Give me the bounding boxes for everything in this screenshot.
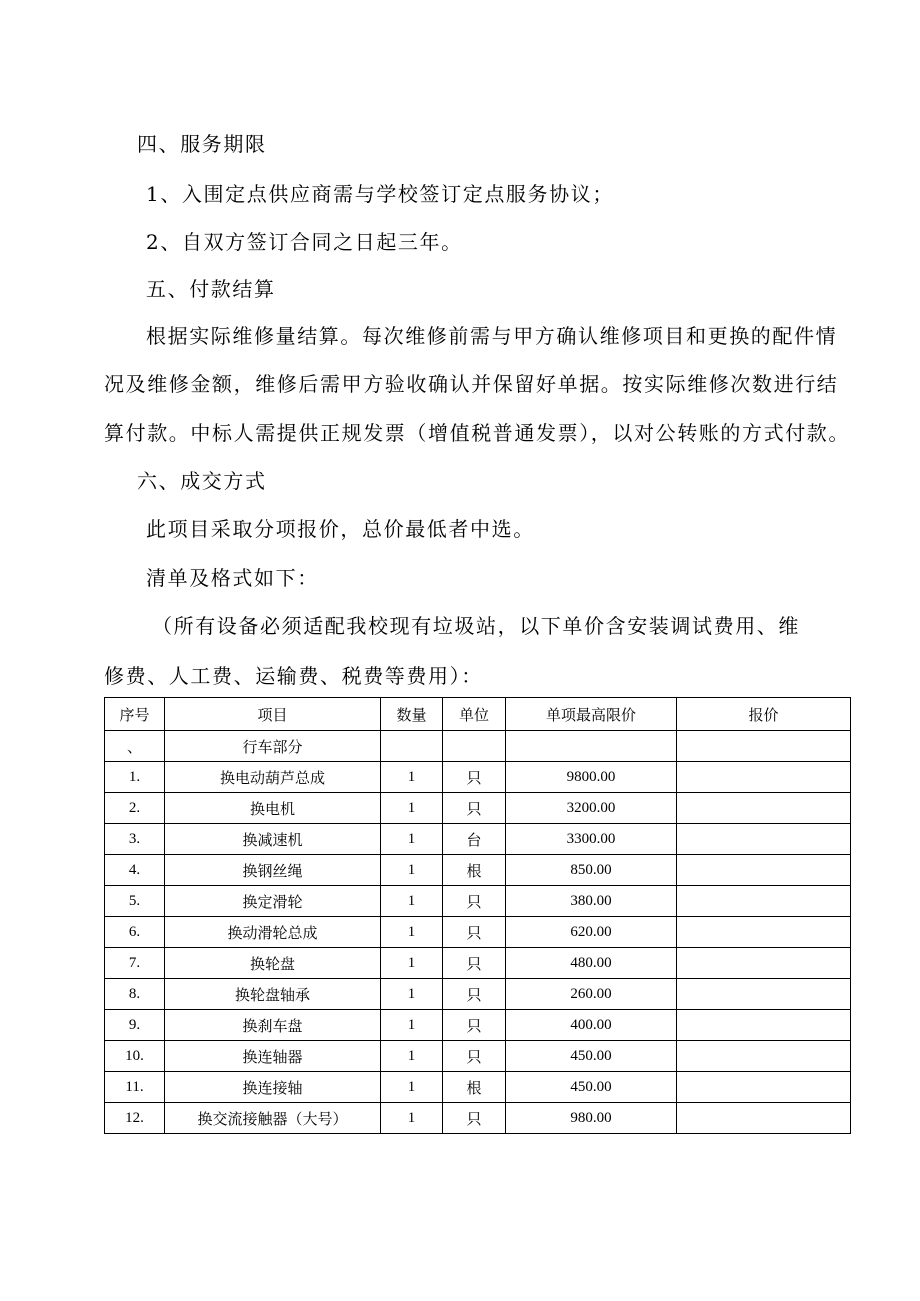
row-unit: 只 xyxy=(443,979,506,1010)
row-max-price: 3200.00 xyxy=(506,793,677,824)
table-row xyxy=(105,948,851,979)
row-quote xyxy=(677,793,851,824)
section-heading-transaction: 六、成交方式 xyxy=(137,469,267,493)
row-qty: 1 xyxy=(381,1041,443,1072)
row-unit: 只 xyxy=(443,1041,506,1072)
row-item: 换刹车盘 xyxy=(165,1010,381,1041)
row-max-price: 620.00 xyxy=(506,917,677,948)
header-quote: 报价 xyxy=(677,698,851,731)
row-no: 11. xyxy=(105,1072,165,1103)
category-quote xyxy=(677,731,851,762)
category-qty xyxy=(381,731,443,762)
row-unit: 根 xyxy=(443,1072,506,1103)
price-list-table xyxy=(104,697,851,1134)
row-item: 换连轴器 xyxy=(165,1041,381,1072)
table-row xyxy=(105,762,851,793)
table-row xyxy=(105,824,851,855)
row-item: 换连接轴 xyxy=(165,1072,381,1103)
price-note-line-2: 修费、人工费、运输费、税费等费用）： xyxy=(104,664,483,688)
row-no: 10. xyxy=(105,1041,165,1072)
row-quote xyxy=(677,886,851,917)
row-quote xyxy=(677,979,851,1010)
row-no: 3. xyxy=(105,824,165,855)
table-row xyxy=(105,1010,851,1041)
row-no: 6. xyxy=(105,917,165,948)
table-row xyxy=(105,855,851,886)
row-max-price: 450.00 xyxy=(506,1072,677,1103)
row-no: 1. xyxy=(105,762,165,793)
row-quote xyxy=(677,1072,851,1103)
row-unit: 只 xyxy=(443,762,506,793)
table-row xyxy=(105,979,851,1010)
row-item: 换电动葫芦总成 xyxy=(165,762,381,793)
row-quote xyxy=(677,1041,851,1072)
row-qty: 1 xyxy=(381,979,443,1010)
row-unit: 只 xyxy=(443,948,506,979)
category-unit xyxy=(443,731,506,762)
service-period-item-2: 2、自双方签订合同之日起三年。 xyxy=(146,230,463,254)
row-no: 5. xyxy=(105,886,165,917)
row-item: 换交流接触器（大号） xyxy=(165,1103,381,1134)
row-qty: 1 xyxy=(381,917,443,948)
row-unit: 只 xyxy=(443,886,506,917)
row-no: 4. xyxy=(105,855,165,886)
row-max-price: 480.00 xyxy=(506,948,677,979)
payment-paragraph-line-1: 根据实际维修量结算。每次维修前需与甲方确认维修项目和更换的配件情 xyxy=(146,324,838,348)
payment-paragraph-line-3: 算付款。中标人需提供正规发票（增值税普通发票），以对公转账的方式付款。 xyxy=(104,421,850,445)
category-max-price xyxy=(506,731,677,762)
row-item: 换轮盘 xyxy=(165,948,381,979)
section-heading-service-period: 四、服务期限 xyxy=(137,132,267,156)
table-row xyxy=(105,1041,851,1072)
header-unit: 单位 xyxy=(443,698,506,731)
row-unit: 只 xyxy=(443,917,506,948)
row-quote xyxy=(677,824,851,855)
category-no: 、 xyxy=(105,731,165,762)
category-item: 行车部分 xyxy=(165,731,381,762)
section-heading-payment: 五、付款结算 xyxy=(146,277,276,301)
transaction-method: 此项目采取分项报价，总价最低者中选。 xyxy=(146,517,535,541)
row-no: 12. xyxy=(105,1103,165,1134)
row-no: 9. xyxy=(105,1010,165,1041)
row-unit: 只 xyxy=(443,1103,506,1134)
row-max-price: 980.00 xyxy=(506,1103,677,1134)
row-qty: 1 xyxy=(381,1103,443,1134)
table-row xyxy=(105,1072,851,1103)
row-quote xyxy=(677,917,851,948)
row-item: 换钢丝绳 xyxy=(165,855,381,886)
row-quote xyxy=(677,1010,851,1041)
row-max-price: 850.00 xyxy=(506,855,677,886)
price-note-line-1: （所有设备必须适配我校现有垃圾站，以下单价含安装调试费用、维 xyxy=(152,614,800,638)
row-max-price: 3300.00 xyxy=(506,824,677,855)
row-unit: 只 xyxy=(443,1010,506,1041)
row-unit: 台 xyxy=(443,824,506,855)
row-max-price: 9800.00 xyxy=(506,762,677,793)
row-no: 2. xyxy=(105,793,165,824)
row-qty: 1 xyxy=(381,762,443,793)
row-qty: 1 xyxy=(381,948,443,979)
table-row xyxy=(105,1103,851,1134)
header-item: 项目 xyxy=(165,698,381,731)
payment-paragraph-line-2: 况及维修金额，维修后需甲方验收确认并保留好单据。按实际维修次数进行结 xyxy=(104,372,839,396)
row-quote xyxy=(677,1103,851,1134)
row-max-price: 380.00 xyxy=(506,886,677,917)
list-intro: 清单及格式如下： xyxy=(146,566,319,590)
row-item: 换轮盘轴承 xyxy=(165,979,381,1010)
service-period-item-1: 1、入围定点供应商需与学校签订定点服务协议； xyxy=(146,182,614,206)
row-item: 换定滑轮 xyxy=(165,886,381,917)
row-qty: 1 xyxy=(381,824,443,855)
row-item: 换动滑轮总成 xyxy=(165,917,381,948)
row-quote xyxy=(677,762,851,793)
table-row xyxy=(105,886,851,917)
table-row xyxy=(105,917,851,948)
row-quote xyxy=(677,948,851,979)
row-item: 换电机 xyxy=(165,793,381,824)
row-qty: 1 xyxy=(381,886,443,917)
row-max-price: 260.00 xyxy=(506,979,677,1010)
row-max-price: 400.00 xyxy=(506,1010,677,1041)
row-qty: 1 xyxy=(381,1010,443,1041)
row-qty: 1 xyxy=(381,855,443,886)
category-row xyxy=(105,731,851,762)
row-max-price: 450.00 xyxy=(506,1041,677,1072)
table-header-row xyxy=(105,698,851,731)
row-item: 换减速机 xyxy=(165,824,381,855)
header-no: 序号 xyxy=(105,698,165,731)
row-no: 8. xyxy=(105,979,165,1010)
row-no: 7. xyxy=(105,948,165,979)
header-max-price: 单项最高限价 xyxy=(506,698,677,731)
header-qty: 数量 xyxy=(381,698,443,731)
row-unit: 根 xyxy=(443,855,506,886)
row-quote xyxy=(677,855,851,886)
row-qty: 1 xyxy=(381,1072,443,1103)
row-qty: 1 xyxy=(381,793,443,824)
row-unit: 只 xyxy=(443,793,506,824)
table-row xyxy=(105,793,851,824)
